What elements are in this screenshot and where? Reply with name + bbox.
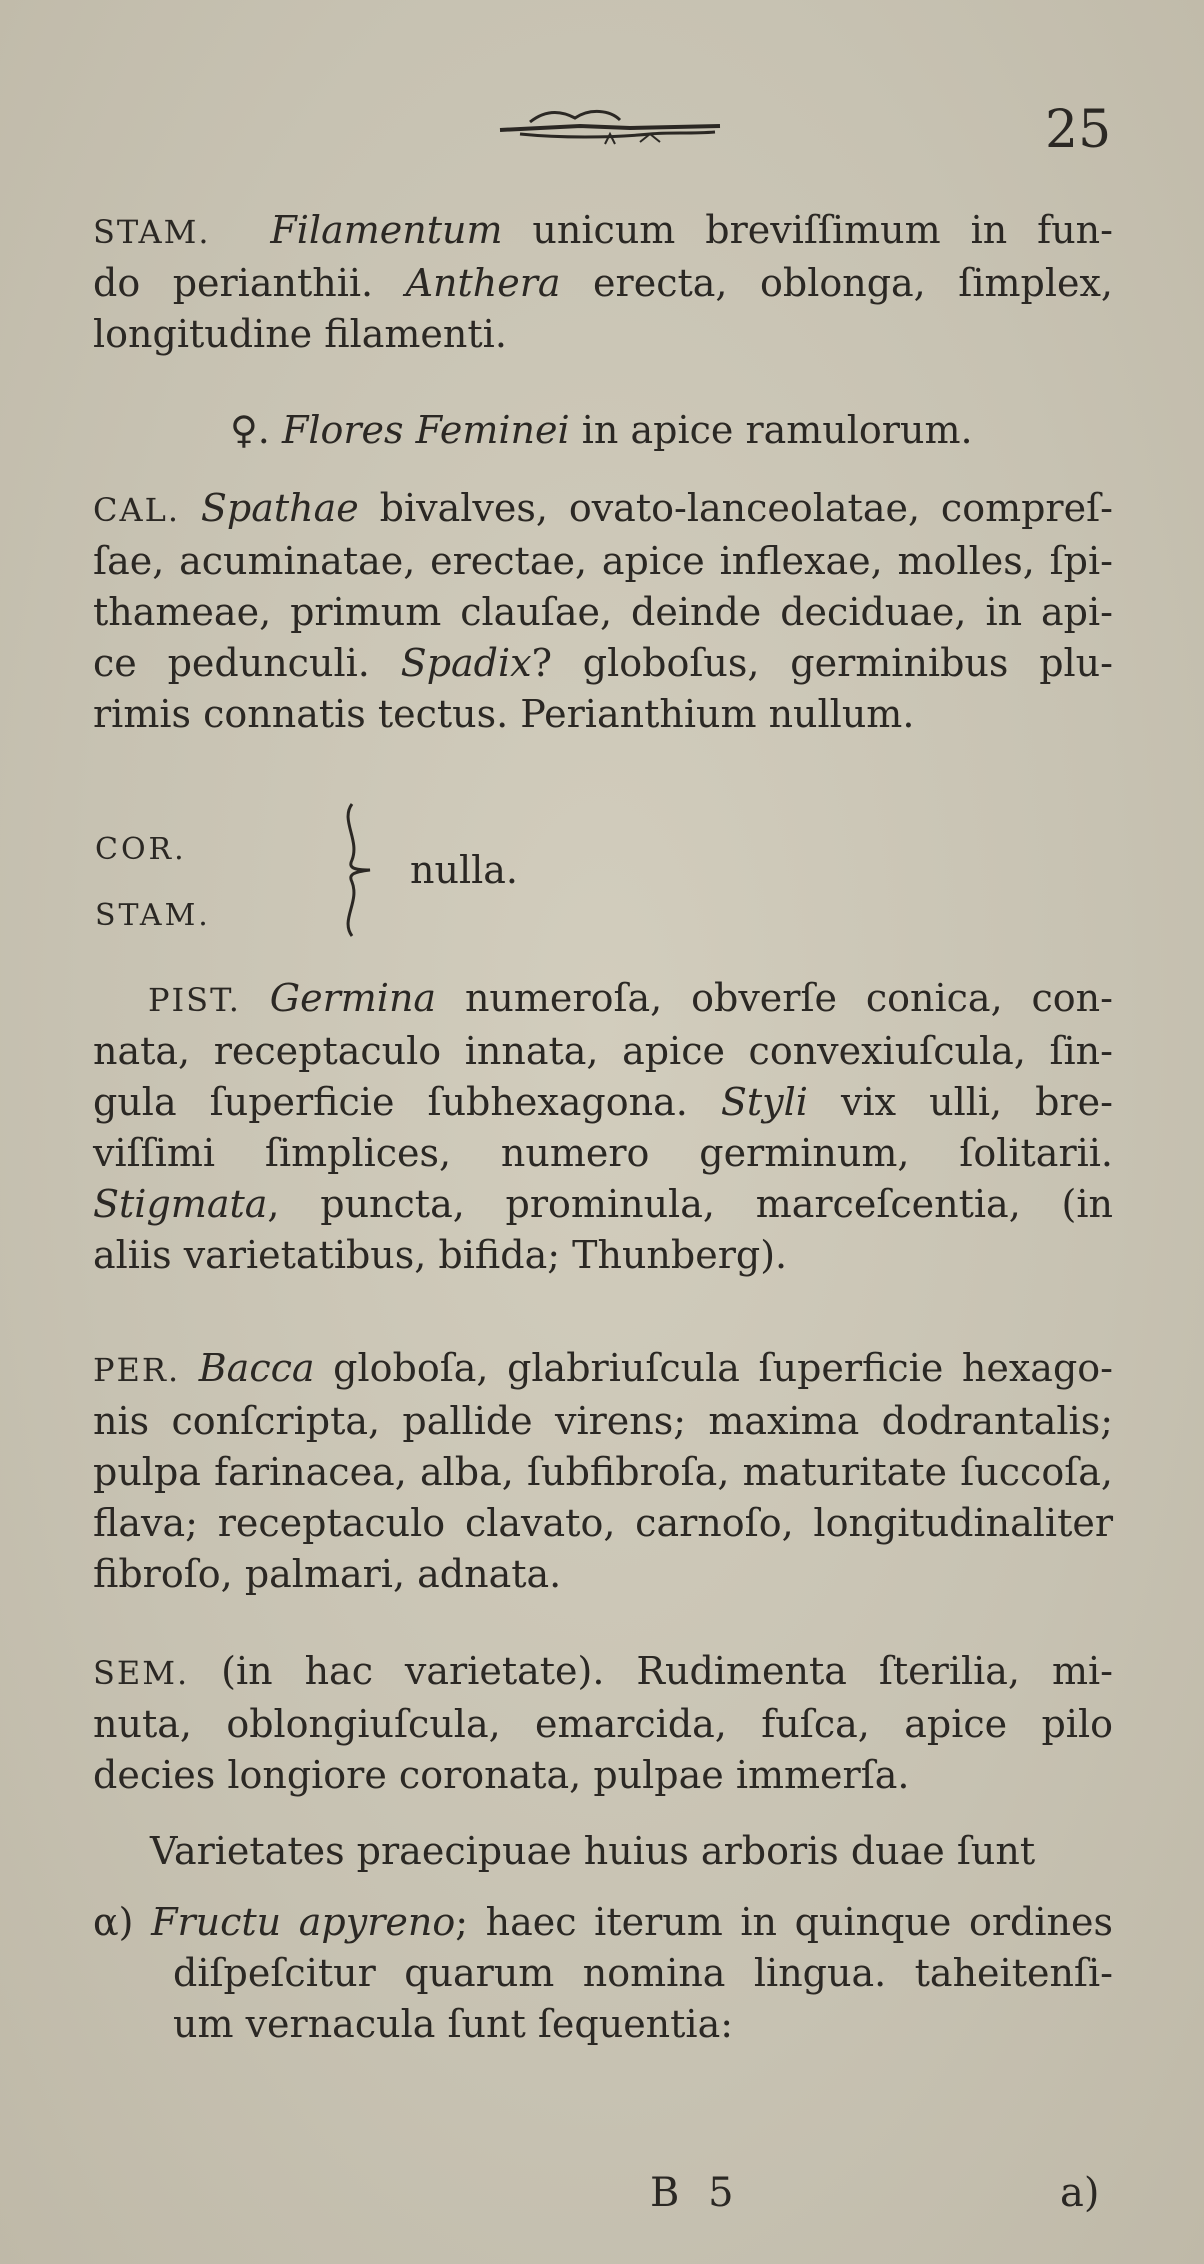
absent-value: nulla. bbox=[410, 848, 518, 892]
term: Styli bbox=[720, 1080, 808, 1124]
text-run: ; haec iterum in quinque ordines bbox=[455, 1900, 1113, 1944]
pericarp-description bbox=[93, 1343, 1113, 1600]
text-line: ſae, acuminatae, erectae, apice inflexae, molles, ſpi- bbox=[93, 539, 1113, 583]
term: Anthera bbox=[405, 261, 561, 305]
text-line: diſpeſcitur quarum nomina lingua. taheitenſi- bbox=[173, 1951, 1113, 1995]
curly-brace-icon bbox=[340, 800, 380, 940]
text-line: viſſimi ſimplices, numero germinum, ſolitarii. bbox=[93, 1131, 1113, 1175]
text-run: erecta, oblonga, ſimplex, bbox=[560, 261, 1113, 305]
section-label: PIST. bbox=[148, 981, 241, 1019]
text-line: longitudine filamenti. bbox=[93, 312, 507, 356]
female-symbol: ♀. bbox=[230, 408, 270, 452]
section-label: CAL. bbox=[93, 491, 181, 529]
stamen-label: STAM. bbox=[95, 898, 211, 933]
text-line bbox=[93, 1077, 1113, 1128]
term: Spathae bbox=[200, 486, 359, 530]
text-run: ce pedunculi. bbox=[93, 641, 401, 685]
text-run: (in hac varietate). Rudimenta ſterilia, mi- bbox=[189, 1649, 1113, 1693]
pistil-description bbox=[93, 973, 1113, 1281]
text-line: nuta, oblongiuſcula, emarcida, fuſca, apice pilo bbox=[93, 1702, 1113, 1746]
stamen-description bbox=[93, 205, 1113, 360]
text-line: pulpa farinacea, alba, ſubfibroſa, maturitate ſuccoſa, bbox=[93, 1450, 1113, 1494]
corolla-label: COR. bbox=[95, 832, 187, 867]
text-line: nata, receptaculo innata, apice convexiuſcula, ſin- bbox=[93, 1029, 1113, 1073]
text-run: unicum breviſſimum in fun- bbox=[502, 208, 1113, 252]
text-line bbox=[93, 973, 1113, 1026]
term: Flores Feminei bbox=[281, 408, 570, 452]
text-run: , puncta, prominula, marceſcentia, (in bbox=[267, 1182, 1113, 1226]
text-line: um vernacula ſunt ſequentia: bbox=[173, 2002, 734, 2046]
term: Fructu apyreno bbox=[151, 1900, 456, 1944]
term: Germina bbox=[269, 976, 437, 1020]
page-number: 25 bbox=[1045, 100, 1112, 160]
text-run: vix ulli, bre- bbox=[807, 1080, 1113, 1124]
calyx-description bbox=[93, 483, 1113, 740]
text-line bbox=[93, 638, 1113, 689]
term: Bacca bbox=[198, 1346, 315, 1390]
decorative-rule-ornament bbox=[490, 104, 730, 148]
text-run: bivalves, ovato-lanceolatae, compreſ- bbox=[358, 486, 1113, 530]
text-run: numeroſa, obverſe conica, con- bbox=[436, 976, 1113, 1020]
text-line bbox=[93, 1343, 1113, 1396]
text-line bbox=[93, 205, 1113, 258]
term: Spadix bbox=[400, 641, 532, 685]
section-label: SEM. bbox=[93, 1654, 190, 1692]
text-run: ? globoſus, germinibus plu- bbox=[531, 641, 1113, 685]
seed-description bbox=[93, 1646, 1113, 1801]
text-line bbox=[230, 405, 1030, 456]
text-run: gula ſuperficie ſubhexagona. bbox=[93, 1080, 721, 1124]
text-line bbox=[93, 1646, 1113, 1699]
text-line: thameae, primum clauſae, deinde deciduae, in api- bbox=[93, 590, 1113, 634]
text-run: globoſa, glabriuſcula ſuperficie hexago- bbox=[314, 1346, 1113, 1390]
catchword: a) bbox=[1060, 2170, 1100, 2216]
text-line: aliis varietatibus, bifida; Thunberg). bbox=[93, 1233, 788, 1277]
signature-mark: B 5 bbox=[650, 2170, 742, 2216]
page-header bbox=[0, 100, 1204, 160]
term: Stigmata bbox=[93, 1182, 268, 1226]
term: Filamentum bbox=[270, 208, 503, 252]
text-line: Varietates praecipuae huius arboris duae ſunt bbox=[150, 1829, 1036, 1873]
female-flowers-heading bbox=[230, 405, 1030, 456]
text-line bbox=[93, 1179, 1113, 1230]
varieties-intro bbox=[150, 1826, 1070, 1877]
list-marker: α) bbox=[93, 1900, 134, 1944]
section-label: PER. bbox=[93, 1351, 181, 1389]
text-line: flava; receptaculo clavato, carnoſo, longitudinaliter bbox=[93, 1501, 1113, 1545]
text-line bbox=[93, 483, 1113, 536]
text-line bbox=[93, 258, 1113, 309]
text-line bbox=[93, 1897, 1113, 1948]
text-run: do perianthii. bbox=[93, 261, 406, 305]
text-line: rimis connatis tectus. Perianthium nullum. bbox=[93, 692, 915, 736]
text-line: fibroſo, palmari, adnata. bbox=[93, 1552, 562, 1596]
section-label: STAM. bbox=[93, 213, 211, 251]
variety-a bbox=[93, 1897, 1113, 2050]
text-line: nis conſcripta, pallide virens; maxima dodrantalis; bbox=[93, 1399, 1113, 1443]
text-line: decies longiore coronata, pulpae immerſa. bbox=[93, 1753, 910, 1797]
text-run: in apice ramulorum. bbox=[569, 408, 973, 452]
